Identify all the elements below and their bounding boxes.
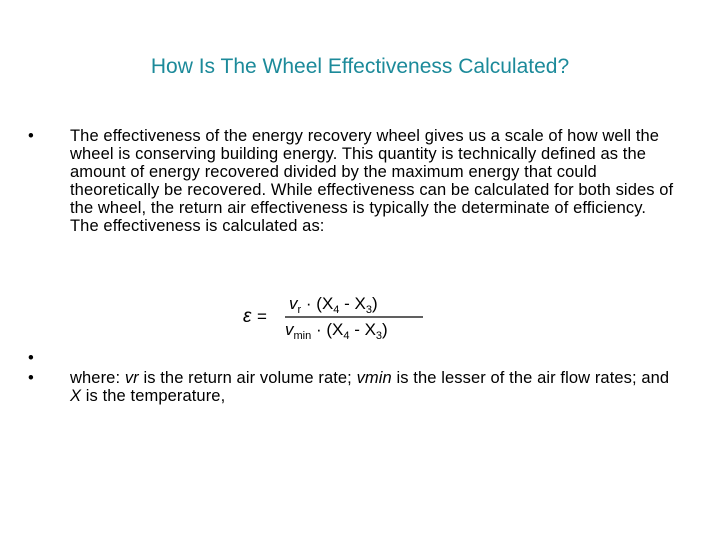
bullet-item-empty	[28, 349, 678, 369]
equals-sign: =	[257, 307, 267, 326]
formula-numerator: $v_r \cdot (X_4 - X_3)$	[289, 294, 378, 316]
bullet-item-definitions	[28, 369, 678, 409]
bullet-text: The effectiveness of the energy recovery wheel gives us a scale of how well the wheel is conserving building energy. This quantity is technically defined as the amount of energy recovered divided by the maximum energy that could theoretically be recovered. While effectiveness can be calculated for both sides of the wheel, the return air effectiveness is typically the determinate of efficiency. The effectiveness is calculated as:	[70, 127, 674, 235]
bullet-marker: •	[28, 127, 34, 145]
definition-text: where: vr is the return air volume rate; vmin is the lesser of the air flow rates; and X is the temperature,	[70, 369, 670, 405]
var-vr: vr	[124, 369, 139, 387]
bullet-marker: •	[28, 349, 34, 367]
formula-graphic	[241, 287, 426, 345]
bullet-marker: •	[28, 369, 34, 387]
var-x: X	[70, 387, 82, 405]
bullet-item-effectiveness	[28, 127, 678, 287]
epsilon-symbol: ε	[243, 306, 252, 327]
formula-denominator: $v_{min} \cdot (X_4 - X_3)$	[285, 320, 388, 342]
bullet-list	[28, 127, 678, 409]
slide-title: How Is The Wheel Effectiveness Calculated?	[150, 55, 570, 78]
var-vmin: vmin	[356, 369, 392, 387]
effectiveness-formula	[241, 287, 426, 345]
